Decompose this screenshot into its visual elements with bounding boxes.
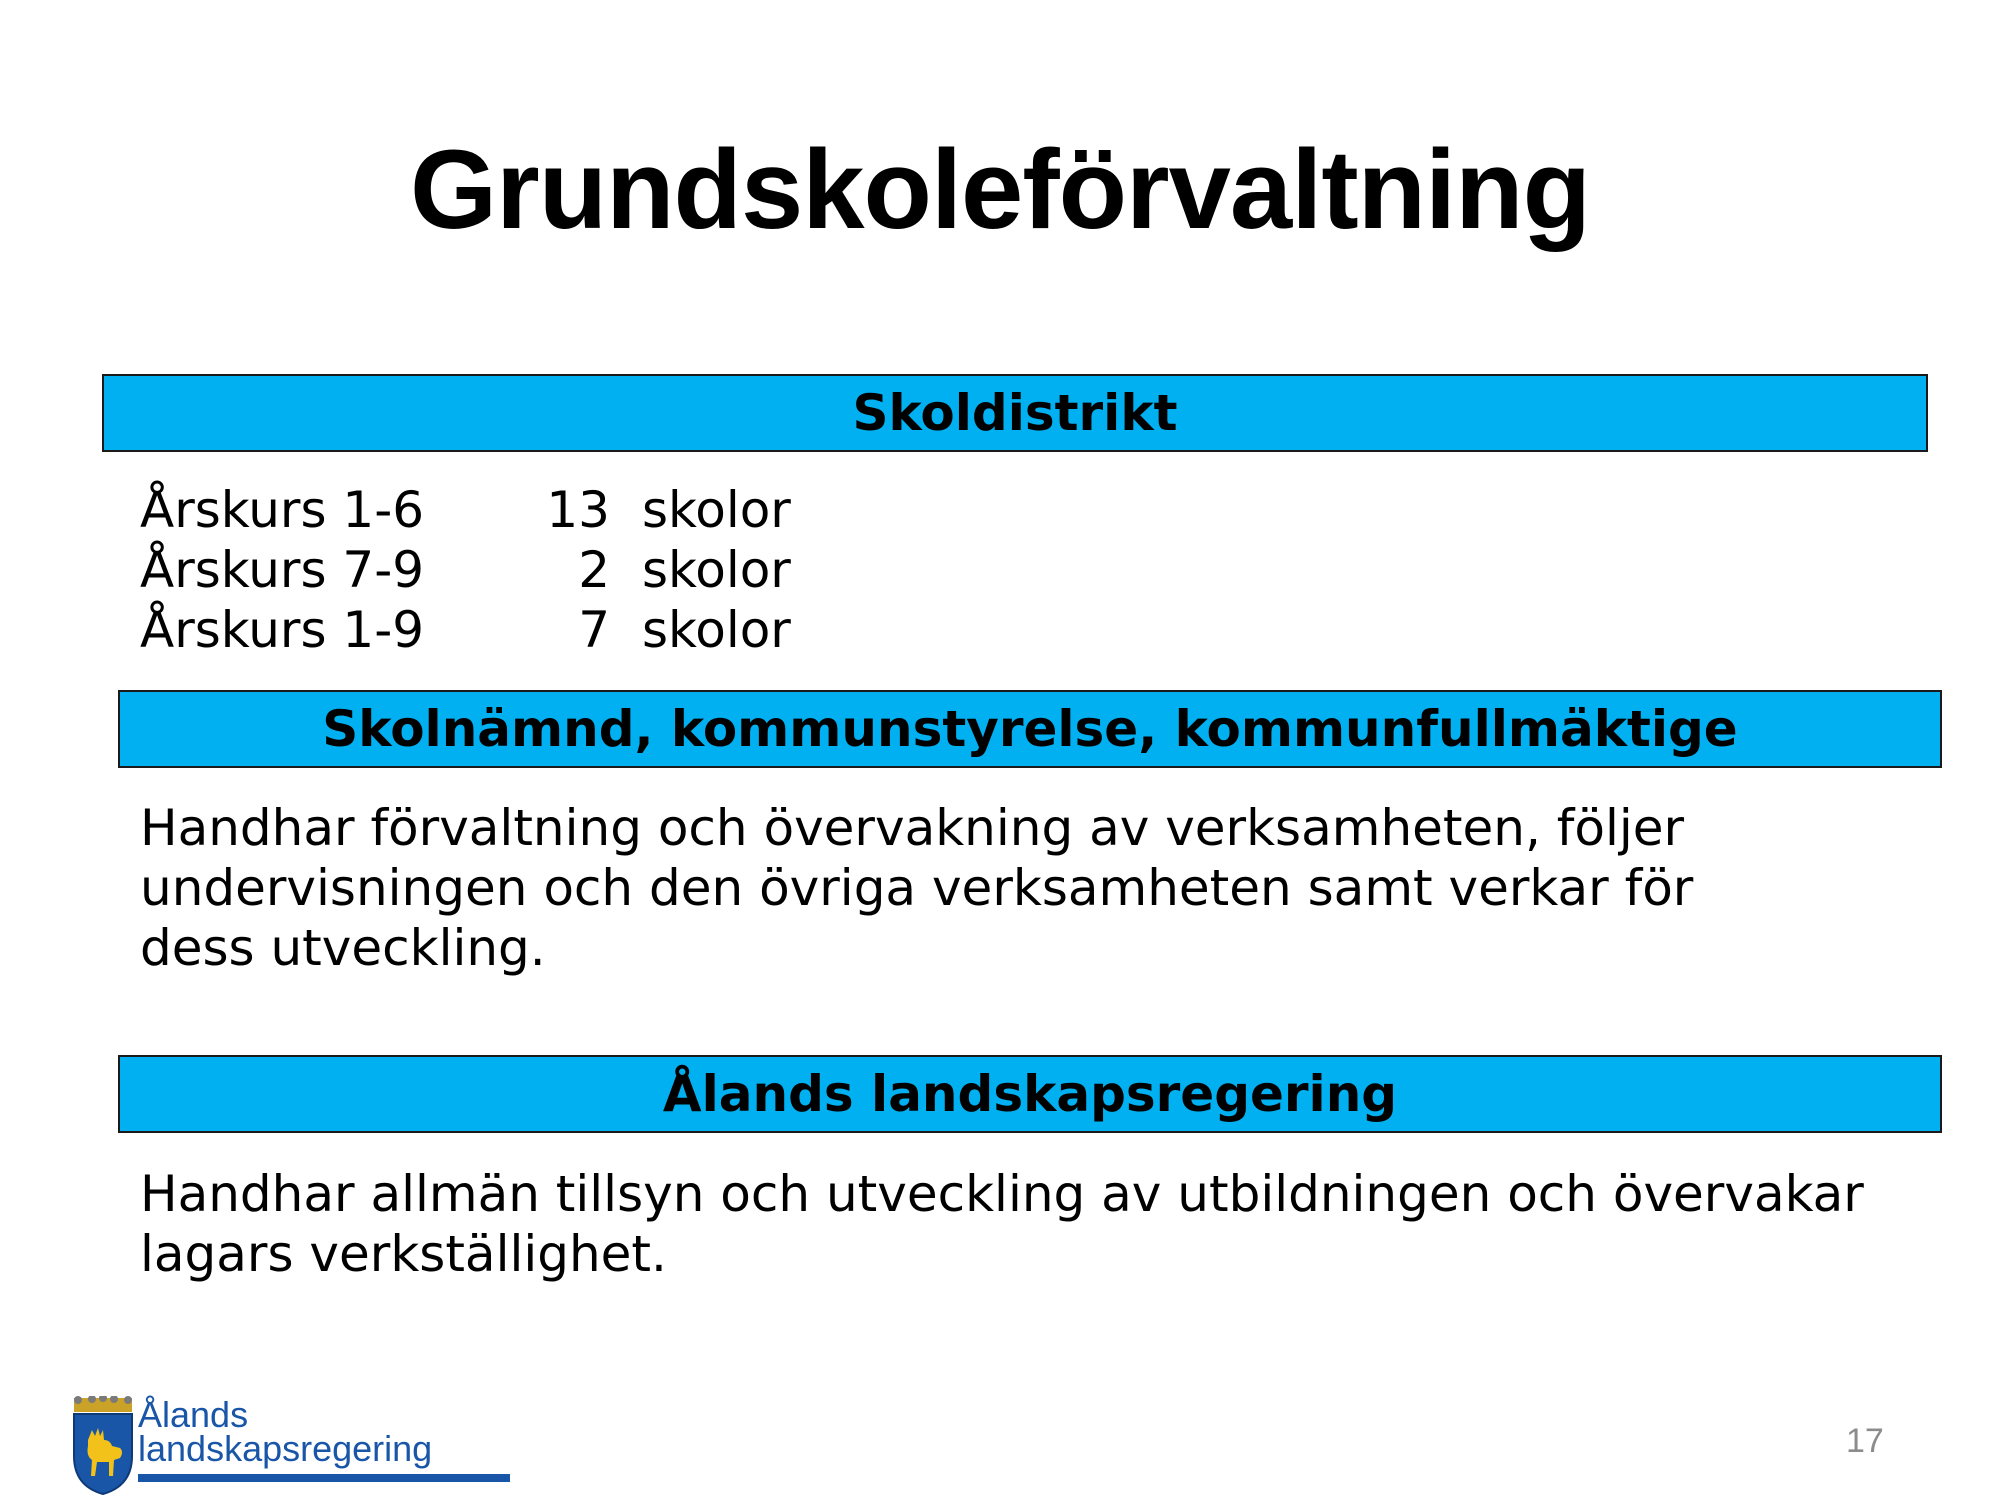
page-number: 17 xyxy=(1846,1422,1884,1460)
section-heading: Skoldistrikt xyxy=(852,384,1178,442)
coat-of-arms-icon xyxy=(70,1396,136,1496)
section-description: Handhar förvaltning och övervakning av verksamheten, följer undervisningen och den övriga verksamheten samt verkar för dess utveckling. xyxy=(140,799,1694,977)
logo-underline xyxy=(138,1474,510,1482)
school-list xyxy=(140,480,791,660)
grade-label: Årskurs 1-9 xyxy=(140,601,425,659)
school-unit: skolor xyxy=(642,481,791,539)
section-header-skolnamnd xyxy=(118,690,1942,768)
organization-logo xyxy=(70,1396,450,1496)
slide-title: Grundskoleförvaltning xyxy=(410,127,1590,252)
school-count: 13 xyxy=(546,481,610,539)
grade-label: Årskurs 7-9 xyxy=(140,541,425,599)
section-heading: Ålands landskapsregering xyxy=(662,1065,1398,1123)
list-item xyxy=(140,540,791,600)
section-header-landskapsregering xyxy=(118,1055,1942,1133)
section-heading: Skolnämnd, kommunstyrelse, kommunfullmäktige xyxy=(322,700,1738,758)
logo-wordmark xyxy=(138,1394,433,1469)
school-unit: skolor xyxy=(642,541,791,599)
grade-label: Årskurs 1-6 xyxy=(140,481,425,539)
school-count: 7 xyxy=(578,601,610,659)
logo-line-2: landskapsregering xyxy=(138,1428,433,1469)
school-count: 2 xyxy=(578,541,610,599)
list-item xyxy=(140,600,791,660)
list-item xyxy=(140,480,791,540)
section-header-skoldistrikt xyxy=(102,374,1928,452)
school-unit: skolor xyxy=(642,601,791,659)
section-description: Handhar allmän tillsyn och utveckling av utbildningen och övervakar lagars verkställighet. xyxy=(140,1165,1864,1283)
logo-line-1: Ålands xyxy=(138,1394,249,1435)
